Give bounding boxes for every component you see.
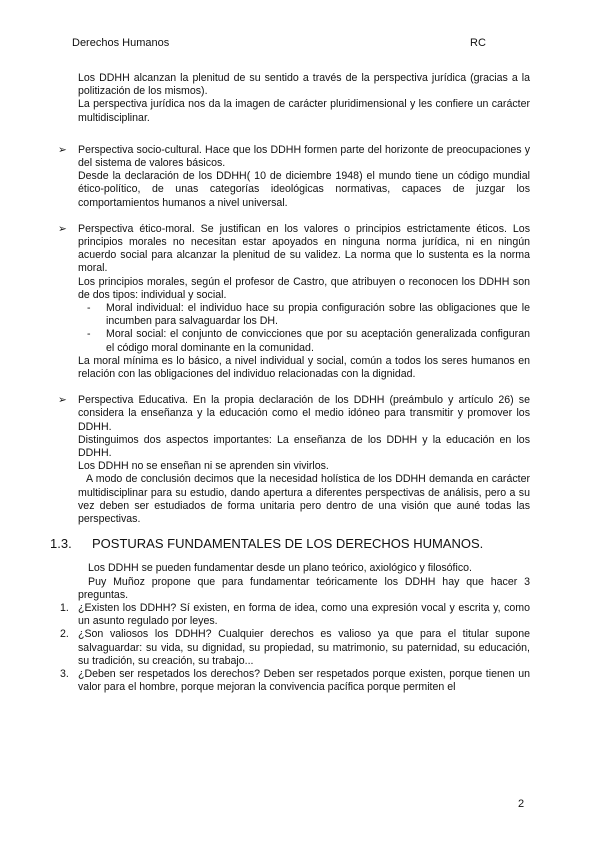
socio-cultural-paragraph-2: Desde la declaración de los DDHH( 10 de diciembre 1948) el mundo tiene un código mundial ético-político, de unas categorías ideológicas normativas, capaces de juzgar los comportamientos humanos a nivel universal. [78,170,530,209]
moral-social-text: Moral social: el conjunto de convicciones que por su aceptación generalizada configuran el código moral dominante en la comunidad. [106,328,530,354]
list-number: 3. [60,667,69,680]
moral-minima-paragraph: La moral mínima es lo básico, a nivel individual y social, común a todos los seres humanos en relación con las obligaciones del individuo relacionadas con la dignidad. [78,354,530,381]
dash-marker: - [87,302,91,315]
etico-moral-paragraph-2: Los principios morales, según el profesor de Castro, que atribuyen o reconocen los DDHH son de dos tipos: individual y social. [78,275,530,301]
educativa-paragraph-1: Perspectiva Educativa. En la propia declaración de los DDHH (preámbulo y artículo 26) se considera la enseñanza y la educación como el medio idóneo para transmitir y promover los DDHH. [78,394,530,433]
bullet-etico-moral [50,223,530,302]
arrow-bullet-icon: ➢ [58,222,67,235]
page-body [50,72,530,694]
educativa-paragraph-2: Distinguimos dos aspectos importantes: La enseñanza de los DDHH y la educación en los DDHH. [78,433,530,460]
dash-item-moral-individual [50,302,530,328]
socio-cultural-paragraph-1: Perspectiva socio-cultural. Hace que los DDHH formen parte del horizonte de preocupaciones y del sistema de valores básicos. [78,143,530,170]
section-paragraph-2: Puy Muñoz propone que para fundamentar teóricamente los DDHH hay que hacer 3 preguntas. [78,575,530,601]
header-title: Derechos Humanos [72,37,170,49]
conclusion-paragraph: A modo de conclusión decimos que la necesidad holística de los DDHH demanda en carácter multidisciplinar para su estudio, dando apertura a diferentes perspectivas de análisis, pero a su vez deben ser estudiados de forma unitaria pero dentro de una visión que auné todas las perspectivas. [78,473,530,526]
moral-individual-text: Moral individual: el individuo hace su propia configuración sobre las obligaciones que le incumben para salvaguardar los DH. [106,302,530,328]
intro-paragraph-2: La perspectiva jurídica nos da la imagen de carácter pluridimensional y les confiere un carácter multidisciplinar. [78,98,530,124]
list-item-text: ¿Existen los DDHH? Sí existen, en forma de idea, como una expresión vocal y escrita y, como un asunto regulado por leyes. [78,601,530,628]
section-number: 1.3. [50,536,72,552]
section-paragraph-1: Los DDHH se pueden fundamentar desde un plano teórico, axiológico y filosófico. [88,562,472,575]
list-item [50,668,530,694]
dash-item-moral-social [50,328,530,354]
page-number: 2 [518,798,525,810]
list-number: 2. [60,628,69,641]
bullet-socio-cultural [50,144,530,210]
dash-marker: - [87,328,91,341]
list-item [50,628,530,668]
list-item [50,602,530,628]
intro-paragraph-1: Los DDHH alcanzan la plenitud de su sentido a través de la perspectiva jurídica (gracias a la politización de los mismos). [78,72,530,98]
list-item-text: ¿Son valiosos los DDHH? Cualquier derechos es valioso ya que para el titular supone salvaguardar: su vida, su dignidad, su propiedad, su matrimonio, su paternidad, su educación, su tradición, su creación, su trabajo... [78,628,530,667]
list-number: 1. [60,601,69,614]
educativa-paragraph-3: Los DDHH no se enseñan ni se aprenden sin vivirlos. [78,460,329,473]
arrow-bullet-icon: ➢ [58,143,67,156]
etico-moral-paragraph-1: Perspectiva ético-moral. Se justifican en los valores o principios estrictamente éticos. Los principios morales no necesitan estar apoyados en ninguna norma jurídica, ni en ningún acuerdo social para alcanzar la plenitud de su validez. La norma que lo sustenta es la norma moral. [78,222,530,275]
section-title: POSTURAS FUNDAMENTALES DE LOS DERECHOS HUMANOS. [92,536,484,552]
bullet-educativa [50,394,530,473]
arrow-bullet-icon: ➢ [58,394,67,407]
section-heading [50,536,530,552]
list-item-text: ¿Deben ser respetados los derechos? Deben ser respetados porque existen, porque tienen un valor para el hombre, porque mejoran la convivencia pacífica porque permiten el [78,667,530,694]
header-initials: RC [470,37,486,49]
